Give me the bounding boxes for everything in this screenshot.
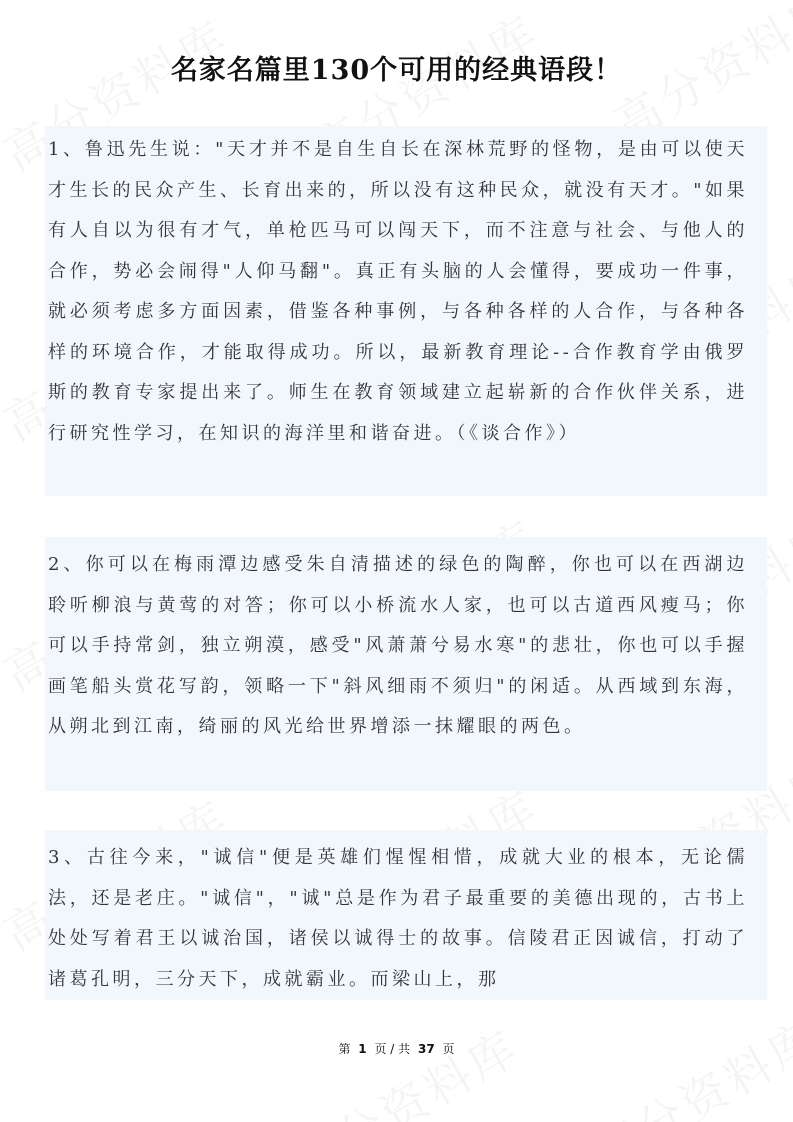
current-page-number: 1: [358, 1042, 367, 1056]
paragraph-3: 3、古往今来，"诚信"便是英雄们惺惺相惜，成就大业的根本，无论儒法，还是老庄。"诚信"，"诚"总是作为君子最重要的美德出现的，古书上处处写着君王以诚治国，诸侯以诚得士的故事。信陵君正因诚信，打动了诸葛孔明，三分天下，成就霸业。而梁山上，那: [48, 847, 748, 990]
watermark-text: [580, 1002, 793, 1122]
watermark-text: [280, 1012, 530, 1122]
page-footer: [0, 1040, 793, 1057]
total-page-count: 37: [418, 1042, 435, 1056]
page-title: 名家名篇里130个可用的经典语段！: [170, 55, 623, 86]
footer-suffix: 页: [442, 1042, 455, 1056]
footer-prefix: 第: [338, 1042, 351, 1056]
paragraph-2: 2、你可以在梅雨潭边感受朱自清描述的绿色的陶醉，你也可以在西湖边聆听柳浪与黄莺的对答；你可以小桥流水人家，也可以古道西风瘦马；你可以手持常剑，独立朔漠，感受"风萧萧兮易水寒"的悲壮，你也可以手握画笔船头赏花写韵，领略一下"斜风细雨不须归"的闲适。从西域到东海，从朔北到江南，绮丽的风光给世界增添一抹耀眼的两色。: [48, 554, 748, 737]
paragraph-1: 1、鲁迅先生说："天才并不是自生自长在深林荒野的怪物，是由可以使天才生长的民众产生、长育出来的，所以没有这种民众，就没有天才。"如果有人自以为很有才气，单枪匹马可以闯天下，而不注意与社会、与他人的合作，势必会闹得"人仰马翻"。真正有头脑的人会懂得，要成功一件事，就必须考虑多方面因素，借鉴各种事例，与各种各样的人合作，与各种各样的环境合作，才能取得成功。所以，最新教育理论--合作教育学由俄罗斯的教育专家提出来了。师生在教育领域建立起崭新的合作伙伴关系，进行研究性学习，在知识的海洋里和谐奋进。（《谈合作》）: [48, 139, 748, 444]
footer-middle: 页 / 共: [374, 1042, 411, 1056]
